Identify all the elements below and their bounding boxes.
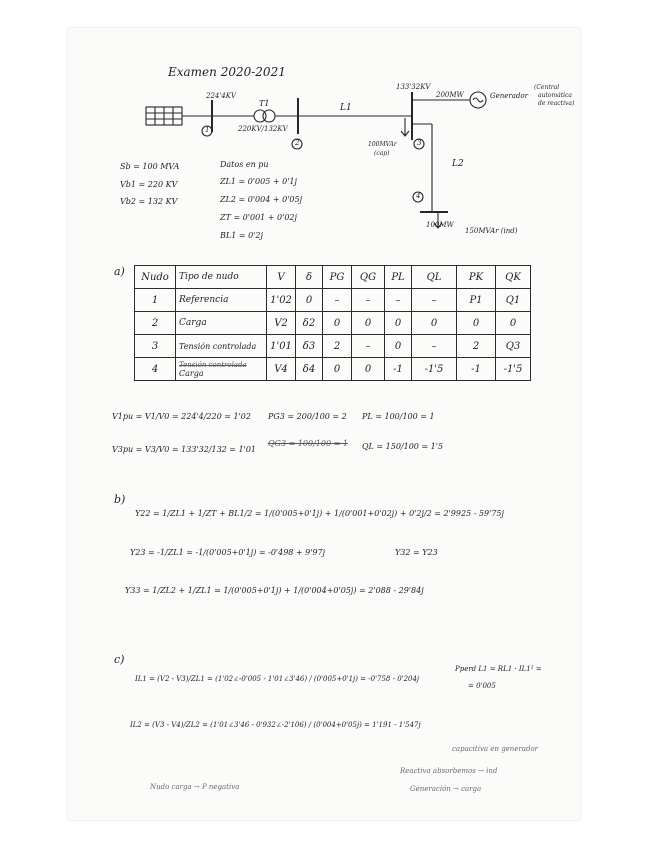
exam-title: Examen 2020-2021 xyxy=(168,65,286,79)
pperd-calc-1: Pperd L1 = RL1 · IL1² = xyxy=(455,665,542,673)
table-cell: – xyxy=(412,289,457,312)
table-cell: 2 xyxy=(457,335,496,358)
generator-note-2: automática xyxy=(538,92,572,99)
note-generation: Generación → carga xyxy=(410,785,482,793)
table-cell: 0 xyxy=(296,289,323,312)
table-cell: V4 xyxy=(267,358,296,381)
base-power: Sb = 100 MVA xyxy=(120,162,180,171)
table-header-row xyxy=(135,266,531,289)
part-a-label: a) xyxy=(114,265,125,278)
table-cell: 3 xyxy=(135,335,176,358)
load-active-power: 100MW xyxy=(426,221,454,229)
generator-note-1: (Central xyxy=(534,84,560,91)
generator-power: 200MW xyxy=(436,91,464,99)
capacitor-type: (cap) xyxy=(374,150,390,157)
ql-calc: QL = 150/100 = 1'5 xyxy=(362,442,444,451)
node-4-number: 4 xyxy=(416,192,421,200)
part-b-label: b) xyxy=(114,493,126,506)
bus3-voltage: 133'32KV xyxy=(396,83,431,91)
table-cell: -1 xyxy=(457,358,496,381)
table-cell xyxy=(176,358,267,381)
v3-pu-calc: V3pu = V3/V0 = 133'32/132 = 1'01 xyxy=(112,445,257,454)
note-capacitive: capacitiva en generador xyxy=(452,745,539,753)
table-cell: 1'01 xyxy=(267,335,296,358)
table-cell: Referencia xyxy=(176,289,267,312)
table-cell: 0 xyxy=(412,312,457,335)
base-voltage-1: Vb1 = 220 KV xyxy=(120,180,178,189)
table-header: QL xyxy=(412,266,457,289)
node-1-number: 1 xyxy=(205,126,210,134)
table-header: δ xyxy=(296,266,323,289)
table-cell: -1 xyxy=(385,358,412,381)
table-row xyxy=(135,358,531,381)
pu-data-title: Datos en pu xyxy=(220,160,269,169)
table-header: PK xyxy=(457,266,496,289)
table-cell: 1 xyxy=(135,289,176,312)
table-cell: δ2 xyxy=(296,312,323,335)
y22-calc: Y22 = 1/ZL1 + 1/ZT + BL1/2 = 1/(0'005+0'1j) + 1/(0'001+0'02j) + 0'2j/2 = 2'9925 - 59'75j xyxy=(135,509,504,518)
node-2-number: 2 xyxy=(295,139,300,147)
y32-calc: Y32 = Y23 xyxy=(395,548,438,557)
table-cell: Q3 xyxy=(496,335,531,358)
zt-value: ZT = 0'001 + 0'02j xyxy=(220,213,297,222)
solar-panel-icon xyxy=(146,107,182,125)
note-reactive: Reactiva absorbemos → ind xyxy=(400,767,498,775)
pl-calc: PL = 100/100 = 1 xyxy=(362,412,435,421)
pg3-calc: PG3 = 200/100 = 2 xyxy=(268,412,347,421)
table-cell: Carga xyxy=(176,312,267,335)
table-cell: 0 xyxy=(385,312,412,335)
il1-calc: IL1 = (V2 - V3)/ZL1 = (1'02∠-0'005 - 1'01∠3'46) / (0'005+0'1j) = -0'758 - 0'204j xyxy=(135,675,420,683)
table-cell: – xyxy=(385,289,412,312)
generator-label: Generador xyxy=(490,92,528,100)
table-row xyxy=(135,312,531,335)
table-cell: 0 xyxy=(496,312,531,335)
bus1-voltage: 224'4KV xyxy=(206,92,237,100)
table-cell: δ4 xyxy=(296,358,323,381)
table-cell: 2 xyxy=(135,312,176,335)
part-c-label: c) xyxy=(114,653,125,666)
node-table xyxy=(134,265,531,381)
zl2-value: ZL2 = 0'004 + 0'05j xyxy=(220,195,303,204)
table-cell: 1'02 xyxy=(267,289,296,312)
table-header: Nudo xyxy=(135,266,176,289)
table-cell: – xyxy=(323,289,352,312)
table-cell: – xyxy=(412,335,457,358)
table-cell: 2 xyxy=(323,335,352,358)
table-header: PL xyxy=(385,266,412,289)
table-header: V xyxy=(267,266,296,289)
table-cell: Q1 xyxy=(496,289,531,312)
node-type-text: Carga xyxy=(179,369,204,378)
table-cell: 0 xyxy=(352,312,385,335)
capacitor-label: 100MVAr xyxy=(368,141,397,148)
table-cell: 0 xyxy=(352,358,385,381)
y23-calc: Y23 = -1/ZL1 = -1/(0'005+0'1j) = -0'498 + 9'97j xyxy=(130,548,326,557)
y33-calc: Y33 = 1/ZL2 + 1/ZL1 = 1/(0'005+0'1j) + 1/(0'004+0'05j) = 2'088 - 29'84j xyxy=(125,586,424,595)
load-reactive-power: 150MVAr (ind) xyxy=(465,227,518,235)
table-cell: -1'5 xyxy=(496,358,531,381)
table-cell: – xyxy=(352,335,385,358)
line-l2-label: L2 xyxy=(452,159,464,169)
base-voltage-2: Vb2 = 132 KV xyxy=(120,197,178,206)
note-load-node: Nudo carga → P negativa xyxy=(150,783,240,791)
table-header: QG xyxy=(352,266,385,289)
table-cell: 0 xyxy=(323,358,352,381)
pperd-calc-2: = 0'005 xyxy=(468,682,496,690)
table-header: PG xyxy=(323,266,352,289)
zl1-value: ZL1 = 0'005 + 0'1j xyxy=(220,177,297,186)
table-header: QK xyxy=(496,266,531,289)
struck-type-text: Tensión controlada xyxy=(179,361,247,369)
bl1-value: BL1 = 0'2j xyxy=(220,231,263,240)
table-cell: P1 xyxy=(457,289,496,312)
table-row xyxy=(135,289,531,312)
table-cell: δ3 xyxy=(296,335,323,358)
table-cell: V2 xyxy=(267,312,296,335)
table-cell: 0 xyxy=(385,335,412,358)
v1-pu-calc: V1pu = V1/V0 = 224'4/220 = 1'02 xyxy=(112,412,251,421)
table-header: Tipo de nudo xyxy=(176,266,267,289)
table-cell: -1'5 xyxy=(412,358,457,381)
struck-calc: QG3 = 100/100 = 1 xyxy=(268,439,348,448)
il2-calc: IL2 = (V3 - V4)/ZL2 = (1'01∠3'46 - 0'932∠-2'106) / (0'004+0'05j) = 1'191 - 1'547j xyxy=(130,721,421,729)
table-row xyxy=(135,335,531,358)
transformer-label: T1 xyxy=(259,99,270,108)
line-l1-label: L1 xyxy=(340,103,352,113)
generator-note-3: de reactiva) xyxy=(538,100,575,107)
table-cell: Tensión controlada xyxy=(176,335,267,358)
table-cell: – xyxy=(352,289,385,312)
node-3-number: 3 xyxy=(417,139,422,147)
table-cell: 4 xyxy=(135,358,176,381)
table-cell: 0 xyxy=(457,312,496,335)
transformer-ratio: 220KV/132KV xyxy=(238,125,288,133)
table-cell: 0 xyxy=(323,312,352,335)
